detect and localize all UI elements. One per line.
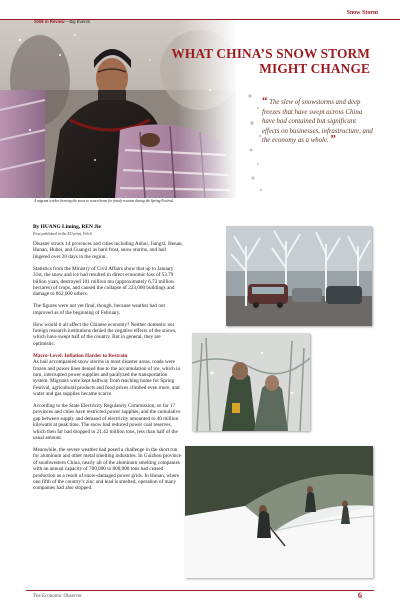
article-title — [160, 47, 370, 77]
footer-rule — [26, 590, 374, 591]
body-paragraph: Meanwhile, the severe weather had posed a challenge in the short run for aluminum and other metal smelting industries. In Guizhou province of southwestern China, nearly all of the aluminum smelting companies with an annual capacity of 700,000 to 800,000 tons had ceased production as a result of snow-damaged power grids. In Hunan, where one fifth of the country’s zinc and lead is smelted, operation of many companies had also stopped. — [33, 446, 182, 492]
page-number: 6 — [358, 591, 362, 600]
running-head-section: – Big Events — [64, 19, 90, 24]
title-line-1: WHAT CHINA’S SNOW STORM — [171, 46, 370, 61]
running-head-year: 2008 in Review — [34, 19, 65, 24]
byline: By HUANG Liming, REN Jie — [33, 224, 101, 230]
body-paragraph: How would it all affect the Chinese economy? Neither domestic nor foreign research institutions denied the negative effects of the snows, which have swept half of the country. But in general, they are optimistic. — [33, 321, 177, 347]
photo-frozen-street — [226, 226, 372, 326]
title-line-2: MIGHT CHANGE — [259, 60, 370, 76]
body-paragraph: Disaster struck 14 provinces and cities including Anhui, Jiangxi, Henan, Hunan, Hubei, and Guangxi as hard frost, snow storms, and hail lingered over 20 days in the region. — [33, 241, 183, 260]
running-head — [34, 19, 90, 24]
body-paragraph: As hail accompanied snow storms in most disaster areas, roads were frozen and power lines denied due to the accumulation of ice, which in turn, interrupted power supplies and paralyzed the transportation system. Migrants were kept halfway from reaching home for Spring Festival, agricultural products and food prices climbed even more, and water and gas supplies became scarce. — [33, 359, 181, 398]
first-published-note: First published in the EO print, Feb 6 — [33, 232, 93, 236]
body-paragraph: According to the State Electricity Regulatory Commission, so far 17 provinces and cities have restricted power supplies, and the cumulative gap between supply and demand of electricity amounted to 40 million kilowatts at peak time. The snow had reduced power coal reserves, which then far had dropped to 21.42 million tons, less than half of the usual amount. — [33, 403, 181, 442]
photo-snowy-slope — [185, 446, 373, 578]
photo-workers-ice — [192, 333, 310, 431]
photo-caption: A migrant worker braving the snow to return home for family reunion during the Spring Festival. — [34, 199, 174, 203]
open-quote-icon: “ — [262, 95, 268, 107]
top-bar — [0, 10, 400, 19]
section-tab: Snow Storm — [346, 10, 378, 16]
section-subheading: Macro-Level: Inflation Harder to Restrain — [33, 352, 128, 359]
body-paragraph: Statistics from the Ministry of Civil Affairs show that up to January 31st, the snow and ice had resulted in direct economic loss of 53.79 billion yuan, destroyed 101 million mu (approximately 6.73 million hectares) of crops, and caused the collapse of 223,000 buildings and damage to 862,000 others. — [33, 265, 175, 298]
body-paragraph: The figures were not yet final, though, because weather had not improved as of the beginning of February. — [33, 303, 165, 316]
pull-quote-text: The slew of snowstorms and deep freezes that have swept across China have had contained but significant effects on businesses, infrastructure, and the economy as a whole. — [262, 99, 373, 145]
article-body — [33, 241, 183, 497]
publication-name: The Economic Observer — [33, 594, 82, 599]
pull-quote — [262, 95, 374, 146]
close-quote-icon: ” — [330, 133, 336, 146]
